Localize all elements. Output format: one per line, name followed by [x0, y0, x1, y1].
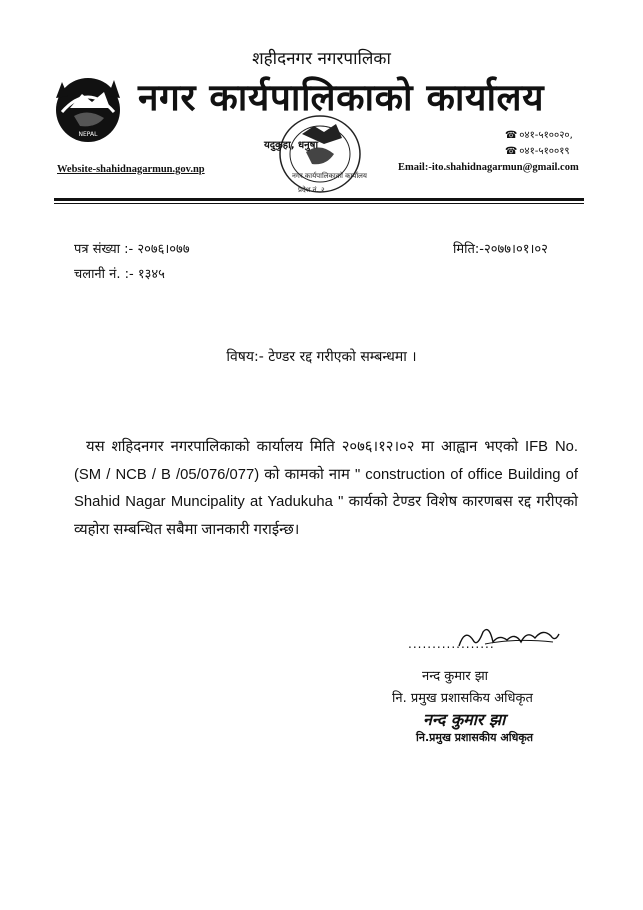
phone-number: ०४१-५१००१९: [519, 146, 570, 157]
name-stamp: नन्द कुमार झा: [423, 710, 506, 729]
signature-line: ..................: [408, 637, 495, 651]
header-divider-thin: [54, 203, 584, 204]
designation-stamp: नि.प्रमुख प्रशासकीय अधिकृत: [416, 731, 534, 744]
phone-numbers: [505, 128, 573, 160]
dispatch-number: चलानी नं. :- १३४५: [74, 267, 165, 282]
signer-name: नन्द कुमार झा: [422, 669, 489, 684]
reference-number: पत्र संख्या :- २०७६।०७७: [74, 242, 190, 257]
letter-date: मिति:-२०७७।०१।०२: [453, 242, 548, 257]
letter-subject: विषय:- टेण्डर रद्द गरीएको सम्बन्धमा ।: [226, 349, 417, 365]
svg-text:प्रदेश नं. २: प्रदेश नं. २: [298, 186, 325, 194]
header-divider: [54, 198, 584, 201]
office-stamp-icon: [262, 112, 372, 200]
signer-title: नि. प्रमुख प्रशासकिय अधिकृत: [392, 691, 533, 706]
letter-body: यस शहिदनगर नगरपालिकाको कार्यालय मिति २०७६।१२।०२ मा आह्वान भएको IFB No. (SM / NCB / B /05/076/077) को कामको नाम " construction of office Building of Shahid Nagar Muncipality at Yadukuha " कार्यको टेण्डर विशेष कारणबस रद्द गरीएको व्यहोरा सम्बन्धित सबैमा जानकारी गराईन्छ।: [74, 439, 578, 538]
nepal-emblem-icon: [48, 68, 128, 148]
telephone-icon: ☎: [505, 146, 518, 157]
phone-number: ०४१-५१००२०,: [519, 130, 573, 141]
email-address[interactable]: Email:-ito.shahidnagarmun@gmail.com: [398, 162, 579, 173]
svg-text:यदुकुहा, धनुषा: यदुकुहा, धनुषा: [264, 140, 319, 151]
handwritten-signature: [455, 624, 561, 652]
telephone-icon: ☎: [505, 130, 518, 141]
office-title: नगर कार्यपालिकाको कार्यालय: [138, 76, 545, 119]
svg-text:NEPAL: NEPAL: [78, 131, 98, 138]
svg-text:नगर कार्यपालिकाको कार्यालय: नगर कार्यपालिकाको कार्यालय: [292, 172, 367, 180]
website-link[interactable]: Website-shahidnagarmun.gov.np: [57, 164, 205, 175]
municipality-name: शहीदनगर नगरपालिका: [252, 49, 391, 69]
